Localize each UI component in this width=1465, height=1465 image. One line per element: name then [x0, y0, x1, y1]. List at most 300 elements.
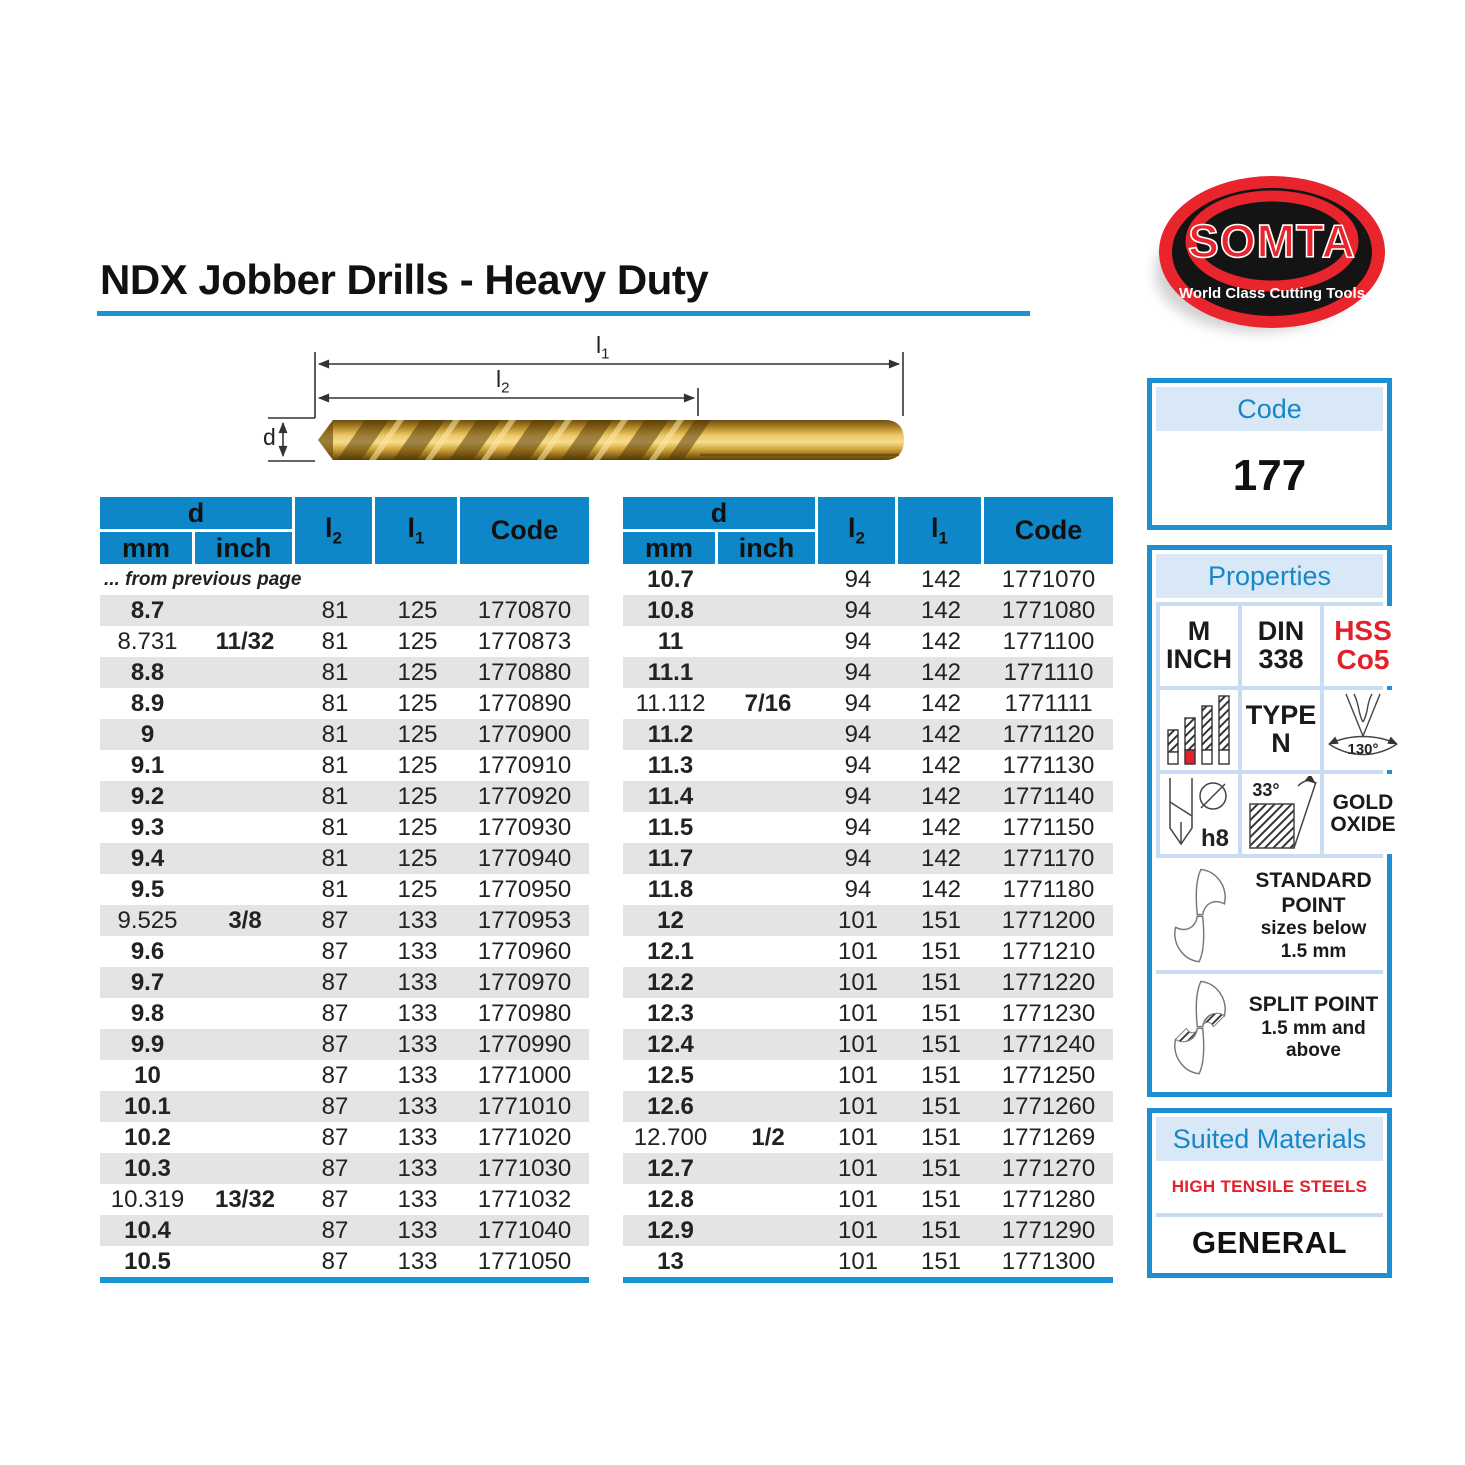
mm-cell: 10 [134, 1061, 161, 1089]
mm-cell: 12.5 [647, 1061, 694, 1089]
code-cell: 1771100 [1002, 627, 1095, 655]
code-cell: 1771070 [1001, 565, 1096, 593]
code-cell: 1771000 [477, 1061, 572, 1089]
inch-cell [718, 1091, 818, 1122]
code-panel-title: Code [1156, 387, 1383, 431]
code-cell: 1770873 [477, 627, 572, 655]
inch-cell: 7/16 [744, 689, 792, 717]
l1-cell: 142 [920, 565, 962, 593]
logo-brand-text: SOMTA [1188, 215, 1356, 267]
somta-logo-icon [1145, 168, 1395, 348]
inch-cell [718, 1246, 818, 1277]
inch-cell [718, 719, 818, 750]
l2-cell: 81 [295, 595, 375, 626]
mm-cell: 9.2 [100, 781, 195, 812]
inch-cell [195, 936, 295, 967]
col-header-l1: $l_1$ [375, 497, 460, 564]
drill-sizes-icon [1160, 692, 1238, 768]
l1-cell: 133 [375, 1215, 460, 1246]
drill-size-row [623, 998, 1113, 1029]
code-cell: 1771230 [1001, 999, 1096, 1027]
mm-cell: 11.1 [623, 657, 718, 688]
l1-cell: 142 [920, 689, 962, 717]
mm-cell: 9.5 [130, 875, 165, 903]
code-cell: 1771300 [1001, 1247, 1096, 1275]
helix-angle-value: 33° [1252, 780, 1280, 800]
drill-size-row [623, 1246, 1113, 1277]
l1-cell: 133 [397, 1123, 438, 1151]
col-header-l2: $l_2$ [295, 497, 375, 564]
drill-size-row [623, 905, 1113, 936]
inch-cell [718, 1153, 818, 1184]
drill-size-row [100, 657, 589, 688]
drill-size-row [100, 1091, 589, 1122]
inch-cell [195, 1153, 295, 1184]
l2-cell: 87 [321, 999, 349, 1027]
dim-d-label: d [263, 424, 276, 450]
inch-cell [718, 595, 818, 626]
drill-size-row [623, 719, 1113, 750]
inch-cell [195, 750, 295, 781]
property-finish-gold-oxide: GOLD OXIDE [1324, 774, 1402, 854]
mm-cell: 11.4 [623, 781, 718, 812]
l1-cell: 133 [397, 937, 438, 965]
drill-size-row [100, 781, 589, 812]
point-angle-130-icon [1324, 692, 1402, 768]
standard-point-section [1156, 862, 1383, 970]
l1-cell: 133 [397, 1247, 438, 1275]
drill-size-row [623, 750, 1113, 781]
l2-cell: 101 [837, 999, 879, 1027]
continuation-note-row [100, 564, 589, 595]
code-cell: 1771110 [984, 657, 1113, 688]
l2-cell: 94 [818, 781, 898, 812]
inch-cell [718, 998, 818, 1029]
mm-cell: 10.319 [110, 1185, 185, 1213]
drill-size-row [623, 1184, 1113, 1215]
l2-cell: 94 [844, 627, 872, 655]
mm-cell: 11 [657, 627, 684, 655]
l1-cell: 125 [397, 627, 438, 655]
inch-cell [718, 626, 818, 657]
point-angle-value: 130° [1347, 741, 1379, 758]
drill-size-row [623, 1060, 1113, 1091]
mm-cell: 9.4 [100, 843, 195, 874]
mm-cell: 10.1 [100, 1091, 195, 1122]
drill-size-row [100, 998, 589, 1029]
inch-cell [195, 1091, 295, 1122]
inch-cell [718, 905, 818, 936]
l2-cell: 101 [818, 1091, 898, 1122]
mm-cell: 12.700 [633, 1123, 708, 1151]
split-point-section [1156, 970, 1383, 1082]
suited-materials-panel [1147, 1108, 1392, 1278]
drill-size-row [100, 812, 589, 843]
l1-cell: 125 [397, 813, 438, 841]
drill-size-row [100, 719, 589, 750]
inch-cell [195, 812, 295, 843]
drill-size-row [100, 905, 589, 936]
title-underline [97, 311, 1030, 316]
l2-cell: 81 [321, 751, 349, 779]
l2-cell: 94 [818, 595, 898, 626]
tolerance-h8-icon [1160, 776, 1238, 852]
inch-cell [195, 688, 295, 719]
mm-cell: 12.1 [647, 937, 694, 965]
l2-cell: 94 [818, 719, 898, 750]
l1-cell: 151 [920, 1185, 962, 1213]
mm-cell: 9.1 [130, 751, 165, 779]
l2-cell: 101 [837, 1061, 879, 1089]
l1-cell: 133 [375, 1029, 460, 1060]
properties-panel-title: Properties [1156, 554, 1383, 598]
l1-cell: 133 [397, 999, 438, 1027]
mm-cell: 8.8 [100, 657, 195, 688]
code-cell: 1771080 [984, 595, 1113, 626]
code-cell: 1771010 [460, 1091, 589, 1122]
mm-cell: 11.5 [647, 813, 694, 841]
inch-cell [718, 657, 818, 688]
drill-size-row [100, 1060, 589, 1091]
mm-cell: 10.8 [623, 595, 718, 626]
property-point-angle [1324, 690, 1402, 770]
l2-cell: 101 [818, 1029, 898, 1060]
material-general: GENERAL [1191, 1225, 1348, 1260]
l2-cell: 81 [321, 813, 349, 841]
split-point-text: SPLIT POINT 1.5 mm and above [1248, 993, 1379, 1062]
l2-cell: 87 [295, 967, 375, 998]
mm-cell: 9.8 [130, 999, 165, 1027]
drill-size-row [100, 1122, 589, 1153]
l2-cell: 101 [837, 1123, 879, 1151]
property-material-hss-co5: HSS Co5 [1324, 606, 1402, 686]
code-cell: 1771140 [984, 781, 1113, 812]
drill-size-row [623, 781, 1113, 812]
drill-size-row [623, 595, 1113, 626]
inch-cell [195, 1060, 295, 1091]
l2-cell: 94 [844, 875, 872, 903]
mm-cell: 12.3 [647, 999, 694, 1027]
drill-size-row [100, 874, 589, 905]
mm-cell: 8.9 [130, 689, 165, 717]
l2-cell: 87 [295, 1153, 375, 1184]
drill-size-row [623, 1029, 1113, 1060]
inch-cell [195, 998, 295, 1029]
code-cell: 1770970 [460, 967, 589, 998]
mm-cell: 9.6 [130, 937, 165, 965]
inch-cell: 3/8 [195, 905, 295, 936]
mm-cell: 9.3 [130, 813, 165, 841]
mm-cell: 8.731 [117, 627, 178, 655]
l2-cell: 101 [837, 937, 879, 965]
l1-cell: 133 [375, 1091, 460, 1122]
code-cell: 1771250 [1001, 1061, 1096, 1089]
mm-cell: 12.7 [623, 1153, 718, 1184]
l1-cell: 125 [397, 689, 438, 717]
l1-cell: 142 [898, 781, 984, 812]
drill-size-row [623, 1091, 1113, 1122]
mm-cell: 10.7 [647, 565, 694, 593]
series-code-value: 177 [1232, 451, 1307, 500]
col-header-l1: $l_1$ [898, 497, 984, 564]
l2-cell: 94 [818, 843, 898, 874]
drill-size-row [100, 1215, 589, 1246]
inch-cell [718, 936, 818, 967]
drill-size-row [623, 564, 1113, 595]
l2-cell: 101 [818, 967, 898, 998]
l1-cell: 133 [397, 1185, 438, 1213]
mm-cell: 11.8 [647, 875, 694, 903]
l2-cell: 94 [844, 689, 872, 717]
dim-l1-label: $l_1$ [596, 332, 610, 363]
mm-cell: 9.9 [100, 1029, 195, 1060]
code-cell: 1770953 [460, 905, 589, 936]
l1-cell: 133 [375, 905, 460, 936]
l2-cell: 87 [321, 1247, 349, 1275]
l2-cell: 87 [321, 1123, 349, 1151]
l1-cell: 151 [920, 999, 962, 1027]
drill-size-row [100, 595, 589, 626]
l1-cell: 142 [898, 719, 984, 750]
code-cell: 1770960 [477, 937, 572, 965]
code-cell: 1771040 [460, 1215, 589, 1246]
code-cell: 1770990 [460, 1029, 589, 1060]
l2-cell: 94 [818, 657, 898, 688]
inch-cell [718, 843, 818, 874]
l2-cell: 81 [295, 843, 375, 874]
logo-tagline-text: World Class Cutting Tools [1178, 285, 1366, 302]
inch-cell [718, 812, 818, 843]
l1-cell: 133 [375, 967, 460, 998]
col-header-mm: mm [623, 532, 718, 564]
drill-size-row [100, 843, 589, 874]
mm-cell: 10.3 [100, 1153, 195, 1184]
inch-cell [718, 1215, 818, 1246]
l1-cell: 142 [898, 595, 984, 626]
mm-cell: 12.8 [647, 1185, 694, 1213]
code-cell: 1771200 [984, 905, 1113, 936]
code-cell: 1771260 [984, 1091, 1113, 1122]
l2-cell: 81 [295, 781, 375, 812]
drill-size-row [623, 657, 1113, 688]
inch-cell [718, 781, 818, 812]
mm-cell: 10.2 [124, 1123, 171, 1151]
l1-cell: 151 [920, 1247, 962, 1275]
drill-size-row [623, 843, 1113, 874]
col-header-inch: inch [718, 532, 818, 564]
l1-cell: 151 [898, 1029, 984, 1060]
l1-cell: 151 [898, 1153, 984, 1184]
l1-cell: 125 [397, 751, 438, 779]
drill-bit-image [315, 414, 907, 466]
continuation-note: ... from previous page [104, 568, 302, 590]
drill-size-row [100, 967, 589, 998]
inch-cell [195, 781, 295, 812]
code-cell: 1770890 [477, 689, 572, 717]
drill-table-left [100, 497, 589, 1283]
l2-cell: 94 [844, 813, 872, 841]
col-header-code: Code [984, 497, 1113, 564]
property-measure-system: M INCH [1160, 606, 1238, 686]
l1-cell: 151 [920, 937, 962, 965]
code-cell: 1770910 [477, 751, 572, 779]
code-cell: 1770920 [460, 781, 589, 812]
mm-cell: 9 [100, 719, 195, 750]
l2-cell: 87 [295, 1215, 375, 1246]
properties-grid [1156, 602, 1396, 858]
col-header-code: Code [460, 497, 589, 564]
drill-size-row [623, 874, 1113, 905]
somta-logo [1145, 168, 1395, 348]
code-cell: 1771220 [984, 967, 1113, 998]
drill-size-row [100, 1153, 589, 1184]
dim-l2-label: $l_2$ [496, 366, 510, 397]
drill-size-row [623, 967, 1113, 998]
l1-cell: 142 [898, 657, 984, 688]
property-type-n: TYPE N [1242, 690, 1320, 770]
drill-size-row [623, 1215, 1113, 1246]
l1-cell: 133 [397, 1061, 438, 1089]
l2-cell: 81 [321, 627, 349, 655]
code-cell: 1771020 [477, 1123, 572, 1151]
l1-cell: 125 [375, 595, 460, 626]
inch-cell [718, 967, 818, 998]
mm-cell: 8.7 [100, 595, 195, 626]
inch-cell [195, 595, 295, 626]
property-din-standard: DIN 338 [1242, 606, 1320, 686]
l2-cell: 94 [844, 751, 872, 779]
l1-cell: 142 [898, 843, 984, 874]
inch-cell [718, 874, 818, 905]
property-tolerance-h8 [1160, 774, 1238, 854]
l2-cell: 101 [818, 1215, 898, 1246]
inch-cell [195, 719, 295, 750]
mm-cell: 12.9 [623, 1215, 718, 1246]
l1-cell: 125 [397, 875, 438, 903]
l2-cell: 87 [295, 1091, 375, 1122]
mm-cell: 11.112 [635, 689, 706, 717]
code-cell: 1770940 [460, 843, 589, 874]
property-size-range [1160, 690, 1238, 770]
l1-cell: 142 [920, 875, 962, 903]
code-cell: 1771050 [477, 1247, 572, 1275]
code-cell: 1771280 [1001, 1185, 1096, 1213]
l1-cell: 151 [920, 1123, 962, 1151]
drill-size-row [100, 750, 589, 781]
property-helix-angle [1242, 774, 1320, 854]
code-cell: 1771030 [460, 1153, 589, 1184]
inch-cell [718, 1184, 818, 1215]
code-cell: 1770900 [460, 719, 589, 750]
l2-cell: 87 [321, 1185, 349, 1213]
inch-cell [195, 967, 295, 998]
helix-angle-33-icon [1242, 776, 1320, 852]
code-cell: 1771210 [1001, 937, 1096, 965]
inch-cell [195, 1215, 295, 1246]
l2-cell: 87 [321, 1061, 349, 1089]
inch-cell: 11/32 [215, 627, 275, 655]
drill-size-row [100, 1029, 589, 1060]
mm-cell: 9.7 [100, 967, 195, 998]
drill-size-row [100, 626, 589, 657]
code-cell: 1770880 [460, 657, 589, 688]
l1-cell: 142 [920, 751, 962, 779]
code-cell: 1771170 [984, 843, 1113, 874]
col-header-mm: mm [100, 532, 195, 564]
code-cell: 1770950 [477, 875, 572, 903]
inch-cell [195, 1029, 295, 1060]
l1-cell: 125 [375, 781, 460, 812]
mm-cell: 10.5 [124, 1247, 171, 1275]
code-cell: 1771150 [1002, 813, 1095, 841]
drill-size-row [100, 688, 589, 719]
inch-cell [195, 657, 295, 688]
col-header-d: d [623, 497, 818, 532]
inch-cell: 1/2 [751, 1123, 785, 1151]
inch-cell [718, 564, 818, 595]
l1-cell: 151 [898, 1215, 984, 1246]
inch-cell [195, 1246, 295, 1277]
inch-cell [718, 1029, 818, 1060]
mm-cell: 12.2 [623, 967, 718, 998]
inch-cell [718, 750, 818, 781]
code-cell: 1770870 [460, 595, 589, 626]
mm-cell: 9.525 [100, 905, 195, 936]
l1-cell: 142 [920, 813, 962, 841]
inch-cell [195, 843, 295, 874]
code-cell: 1770980 [477, 999, 572, 1027]
mm-cell: 11.3 [647, 751, 694, 779]
code-cell: 1771130 [1002, 751, 1095, 779]
l1-cell: 133 [375, 1153, 460, 1184]
l2-cell: 101 [818, 1153, 898, 1184]
tolerance-value: h8 [1200, 825, 1230, 852]
mm-cell: 11.7 [623, 843, 718, 874]
l1-cell: 151 [898, 1091, 984, 1122]
l2-cell: 101 [837, 1185, 879, 1213]
mm-cell: 12.6 [623, 1091, 718, 1122]
code-cell: 1771120 [984, 719, 1113, 750]
material-high-tensile-steels: HIGH TENSILE STEELS [1156, 1161, 1383, 1217]
code-cell: 1771290 [984, 1215, 1113, 1246]
standard-point-icon [1156, 864, 1244, 968]
l1-cell: 142 [920, 627, 962, 655]
l2-cell: 101 [818, 905, 898, 936]
l2-cell: 81 [295, 657, 375, 688]
inch-cell [718, 1060, 818, 1091]
drill-size-row [623, 936, 1113, 967]
drill-table-right [623, 497, 1113, 1283]
code-cell: 1771269 [1001, 1123, 1096, 1151]
l2-cell: 101 [837, 1247, 879, 1275]
l2-cell: 81 [321, 875, 349, 903]
drill-size-row [623, 1153, 1113, 1184]
inch-cell: 13/32 [214, 1185, 276, 1213]
l2-cell: 87 [321, 937, 349, 965]
standard-point-text: STANDARD POINT sizes below 1.5 mm [1255, 868, 1372, 962]
drill-size-row [623, 688, 1113, 719]
drill-size-row [623, 1122, 1113, 1153]
inch-cell [195, 874, 295, 905]
l2-cell: 87 [295, 1029, 375, 1060]
l1-cell: 125 [375, 843, 460, 874]
l2-cell: 81 [295, 719, 375, 750]
code-cell: 1771111 [1004, 689, 1093, 717]
suited-materials-title: Suited Materials [1156, 1117, 1383, 1161]
split-point-icon [1156, 976, 1244, 1080]
l1-cell: 151 [898, 905, 984, 936]
col-header-d: d [100, 497, 295, 532]
